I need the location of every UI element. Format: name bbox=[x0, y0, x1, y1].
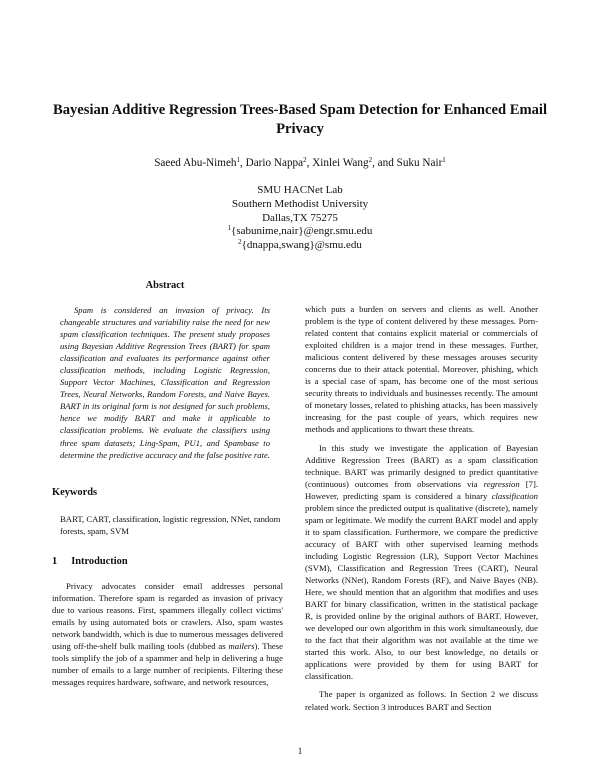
city-line: Dallas,TX 75275 bbox=[262, 211, 338, 224]
page-number: 1 bbox=[297, 746, 303, 756]
author-affiliation-mark: 1 bbox=[236, 156, 241, 164]
author-affiliation-mark: 2 bbox=[303, 156, 307, 164]
body-text: [7]. However, predicting spam is considered a binary bbox=[305, 478, 539, 501]
author-affiliation-mark: 2 bbox=[368, 156, 373, 164]
university-name: Southern Methodist University bbox=[231, 197, 369, 210]
body-text: problem since the predicted output is qualitative (discrete), namely spam or legitimate. We modify the current BART model and apply it to spam classification. Furthermore, we compare the predictive accuracy of BART with other supervised learning methods including Logistic Regression (LR), Support Vector Machines (SVM), Classification and Regression Trees (CART), Neural Networks (NNet), Random Forests (RF), and Naive Bayes (NB). Here, we should mention that an algorithm that modifies and uses BART for binary classification, written in the statistical package R, is provided online by the original authors of BART. However, we developed our own algorithm in this work simultaneously, due to the fact that their algorithm was not available at the time we started this work. Also, to our best knowledge, no details or applications were provided by them for using BART for classification. bbox=[305, 502, 538, 682]
paper-title: Bayesian Additive Regression Trees-Based Spam Detection for Enhanced Email Privacy bbox=[52, 102, 548, 137]
intro-text: ). These tools simplify the job of a spammer and help in delivering a huge number of emails to a large number of recipients. Filtering these messages requires hardware, software, and network resources, bbox=[52, 641, 284, 688]
email-line-2 bbox=[100, 239, 500, 253]
body-paragraph: which puts a burden on servers and clients as well. Another problem is the type of content delivered by these messages. Porn-related content that contains explicit material or commercials of exploited children is a major trend in these messages. Further, malicious content delivered by these messages arouses security concerns due to their attack potential. Moreover, phishing, which is a special case of spam, has become one of the most serious security threats to individuals and businesses recently. The amount of monetary losses, related to phishing attacks, has been massively increasing for the past couple of years, which requires new methods and applications to thwart these threats. bbox=[305, 304, 538, 435]
author-separator: , bbox=[306, 157, 313, 169]
email-line-1 bbox=[100, 225, 500, 239]
author-separator: , bbox=[240, 157, 246, 169]
author-name: Saeed Abu-Nimeh bbox=[154, 157, 237, 169]
affiliation-block bbox=[100, 184, 500, 253]
author-name: Dario Nappa bbox=[245, 157, 304, 169]
section-number: 1 bbox=[52, 556, 58, 567]
email-address: {sabunime,nair}@engr.smu.edu bbox=[231, 225, 373, 238]
abstract-heading: Abstract bbox=[145, 280, 185, 291]
author-affiliation-mark: 1 bbox=[442, 156, 446, 164]
lab-name: SMU HACNet Lab bbox=[257, 184, 343, 196]
section-heading-introduction bbox=[52, 556, 142, 567]
email-address: {dnappa,swang}@smu.edu bbox=[241, 239, 362, 252]
right-column bbox=[305, 303, 538, 713]
abstract-text bbox=[60, 304, 270, 461]
body-paragraph: The paper is organized as follows. In Section 2 we discuss related work. Section 3 introduces BART and Section bbox=[305, 689, 538, 712]
body-text: In this study we investigate the application of Bayesian Additive Regression Trees (BART) as a spam classification technique. BART was primarily designed to predict quantitative (continuous) outcomes from observations via bbox=[305, 442, 538, 489]
email-affiliation-mark: 1 bbox=[227, 224, 232, 233]
intro-text: Privacy advocates consider email addresses personal information. Therefore spam is regarded as invasion of privacy due to various reasons. First, spammers illegally collect victims' emails by using automated bots or crawlers. Also, spam wastes network bandwidth, which is due to numerous messages delivered using off-the-shelf bulk mailing tools (dubbed as bbox=[52, 581, 283, 652]
body-paragraph bbox=[305, 442, 538, 683]
body-emphasis: classification bbox=[491, 490, 538, 501]
body-emphasis: regression bbox=[483, 478, 520, 489]
intro-paragraph bbox=[52, 580, 283, 688]
author-name: Suku Nair bbox=[396, 157, 443, 169]
intro-emphasis: mailers bbox=[228, 641, 255, 652]
section-title: Introduction bbox=[71, 556, 128, 567]
email-affiliation-mark: 2 bbox=[238, 238, 242, 247]
author-separator: , and bbox=[372, 157, 397, 169]
intro-column bbox=[52, 580, 283, 688]
author-list bbox=[40, 156, 560, 170]
keywords-text: BART, CART, classification, logistic regression, NNet, random forests, spam, SVM bbox=[60, 514, 281, 537]
keywords-heading: Keywords bbox=[52, 487, 98, 498]
author-name: Xinlei Wang bbox=[312, 157, 369, 169]
abstract-paragraph: Spam is considered an invasion of privacy. Its changeable structures and variability raise the need for new spam classification techniques. The present study proposes using Bayesian Additive Regression Trees (BART) for spam classification and evaluates its performance against other classification methods, including Logistic Regression, Support Vector Machines, Classification and Regression Trees, Neural Networks, Random Forests, and Naive Bayes. BART in its original form is not designed for such problems, hence we modify BART and make it applicable to classification problems. We evaluate the classifiers using three spam datasets; Ling-Spam, PU1, and Spambase to determine the predictive accuracy and the false positive rate. bbox=[60, 305, 270, 460]
